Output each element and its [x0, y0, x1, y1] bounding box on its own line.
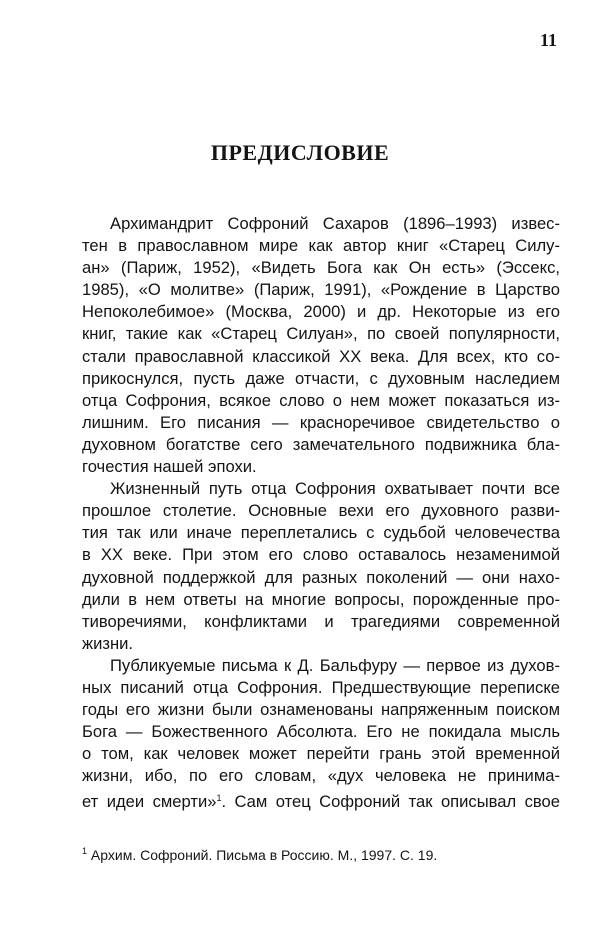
- footnote-reference[interactable]: 1: [216, 793, 222, 804]
- text-line: в XX веке. При этом его слово оставалось незаменимой: [82, 545, 560, 565]
- text-line: прошлое столетие. Основные вехи его духовного разви-: [82, 501, 560, 521]
- text-line: Непоколебимое» (Москва, 2000) и др. Некоторые из его: [82, 302, 560, 322]
- text-line: жизни.: [82, 633, 134, 653]
- text-line: Публикуемые письма к Д. Бальфуру — первое из духов-: [110, 655, 560, 675]
- body-text: [82, 213, 560, 810]
- text-line: Жизненный путь отца Софрония охватывает почти все: [110, 479, 560, 499]
- text-line: ных писаний отца Софрония. Предшествующие переписке: [82, 677, 560, 697]
- text-line: тен в православном мире как автор книг «Старец Силу-: [82, 236, 560, 256]
- text-line: 1985), «О молитве» (Париж, 1991), «Рождение в Царство: [82, 280, 560, 300]
- text-line: тиворечиями, конфликтами и трагедиями современной: [82, 611, 560, 631]
- footnote-text: Архим. Софроний. Письма в Россию. М., 1997. С. 19.: [90, 847, 438, 863]
- text-line: прикоснулся, пусть даже отчасти, с духовным наследием: [82, 368, 560, 388]
- text-line: годы его жизни были ознаменованы напряженным поиском: [82, 700, 560, 720]
- footnote-marker: 1: [82, 846, 88, 856]
- text-line: духовной поддержкой для разных поколений — они нахо-: [82, 567, 560, 587]
- text-line: лишним. Его писания — красноречивое свидетельство о: [82, 412, 560, 432]
- text-line: жизни, ибо, по его словам, «дух человека не принима-: [82, 766, 560, 786]
- footnote: [82, 846, 437, 863]
- text-line: тия так или иначе переплетались с судьбой человечества: [82, 523, 560, 543]
- text-line: отца Софрония, всякое слово о нем может показаться из-: [82, 390, 560, 410]
- text-fragment: . Сам отец Софроний так описывал свое: [221, 792, 560, 812]
- text-line: стали православной классикой XX века. Для всех, кто со-: [82, 346, 560, 366]
- text-line: дили в нем ответы на многие вопросы, порожденные про-: [82, 589, 560, 609]
- text-line: духовном богатстве сего замечательного подвижника бла-: [82, 434, 560, 454]
- text-line-with-footnote: [82, 787, 560, 812]
- text-line: ан» (Париж, 1952), «Видеть Бога как Он есть» (Эссекс,: [82, 258, 560, 278]
- text-line: гочестия нашей эпохи.: [82, 457, 257, 477]
- page-number: 11: [540, 30, 558, 50]
- text-line: о том, как человек может перейти грань этой временной: [82, 744, 560, 764]
- text-line: Бога — Божественного Абсолюта. Его не покидала мысль: [82, 722, 560, 742]
- chapter-title: ПРЕДИСЛОВИЕ: [210, 140, 390, 165]
- text-line: книг, такие как «Старец Силуан», по своей популярности,: [82, 324, 560, 344]
- text-fragment: ет идеи смерти»: [82, 792, 217, 812]
- text-line: Архимандрит Софроний Сахаров (1896–1993) извес-: [110, 214, 560, 233]
